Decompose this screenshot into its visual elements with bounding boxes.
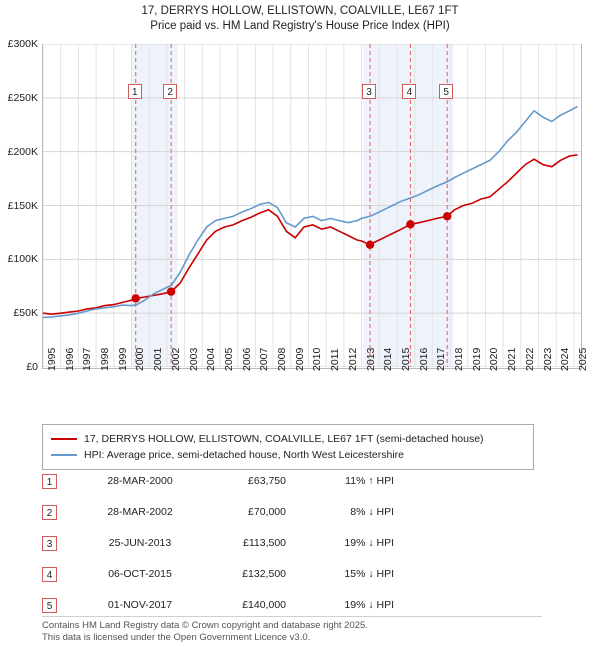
x-tick-label: 2003 (187, 347, 200, 371)
sale-hpi-delta: 15% ↓ HPI (344, 568, 394, 580)
sale-price: £113,500 (242, 537, 286, 549)
sale-index-badge: 2 (42, 505, 57, 520)
y-tick-label: £200K (7, 145, 38, 158)
table-row (42, 532, 542, 563)
x-tick-label: 2019 (470, 347, 483, 371)
x-tick-label: 2018 (453, 347, 466, 371)
x-tick-label: 1995 (46, 347, 58, 371)
y-tick-label: £250K (7, 91, 38, 104)
x-tick-label: 2007 (258, 347, 271, 371)
chart-svg (43, 44, 581, 367)
x-tick-label: 2006 (240, 347, 253, 371)
sale-marker-4: 4 (402, 84, 416, 99)
sale-date: 25-JUN-2013 (108, 537, 172, 549)
x-tick-label: 2008 (276, 347, 289, 371)
sale-index-badge: 4 (42, 567, 57, 582)
x-tick-label: 2021 (506, 347, 519, 371)
sale-price: £140,000 (242, 599, 286, 611)
chart-legend (42, 424, 534, 470)
x-tick-label: 2010 (311, 347, 324, 371)
sale-point (366, 241, 374, 249)
y-tick-label: £0 (26, 361, 38, 373)
sale-marker-2: 2 (163, 84, 177, 99)
x-tick-label: 2005 (222, 347, 235, 371)
x-tick-label: 2013 (364, 347, 377, 371)
footer (42, 620, 582, 644)
x-tick-label: 1996 (63, 347, 76, 371)
legend-item-hpi (51, 447, 525, 463)
x-tick-label: 2020 (488, 347, 501, 371)
x-tick-label: 2025 (576, 347, 589, 371)
sale-date: 28-MAR-2002 (107, 506, 173, 518)
sale-hpi-delta: 11% ↑ HPI (345, 475, 394, 487)
x-tick-label: 2014 (382, 347, 395, 371)
x-tick-label: 2016 (417, 347, 430, 371)
sale-hpi-delta: 19% ↓ HPI (344, 599, 394, 611)
sale-marker-5: 5 (439, 84, 453, 99)
footer-line-2: This data is licensed under the Open Government Licence v3.0. (42, 632, 311, 643)
legend-label-hpi: HPI: Average price, semi-detached house, North West Leicestershire (84, 449, 405, 461)
legend-swatch-property (51, 438, 77, 440)
sale-marker-3: 3 (362, 84, 376, 99)
x-tick-label: 2001 (152, 347, 165, 371)
y-tick-label: £150K (7, 199, 38, 212)
title-line-2: Price paid vs. HM Land Registry's House Price Index (HPI) (150, 20, 450, 32)
sale-date: 28-MAR-2000 (107, 475, 173, 487)
footer-line-1: Contains HM Land Registry data © Crown copyright and database right 2025. (42, 620, 368, 631)
x-tick-label: 1997 (81, 347, 94, 371)
x-tick-label: 2009 (293, 347, 306, 371)
sale-date: 06-OCT-2015 (108, 568, 172, 580)
table-row (42, 501, 542, 532)
x-tick-label: 1999 (116, 347, 129, 371)
sale-point (406, 220, 414, 228)
sale-index-badge: 5 (42, 598, 57, 613)
table-row (42, 563, 542, 594)
sale-hpi-delta: 8% ↓ HPI (350, 506, 394, 518)
sale-marker-1: 1 (128, 84, 142, 99)
x-tick-label: 2002 (169, 347, 182, 371)
y-tick-label: £300K (7, 38, 38, 50)
sale-point (132, 294, 140, 302)
x-tick-label: 2004 (205, 347, 218, 371)
x-tick-label: 2024 (559, 347, 572, 371)
x-tick-label: 1998 (99, 347, 112, 371)
sale-hpi-delta: 19% ↓ HPI (344, 537, 394, 549)
y-tick-label: £50K (13, 307, 38, 320)
legend-label-property: 17, DERRYS HOLLOW, ELLISTOWN, COALVILLE, LE67 1FT (semi-detached house) (84, 433, 484, 445)
sales-table (42, 470, 542, 625)
x-tick-label: 2022 (523, 347, 536, 371)
y-tick-label: £100K (7, 253, 38, 266)
sale-price: £70,000 (248, 506, 286, 518)
series-line (43, 155, 578, 314)
series-line (43, 106, 578, 317)
x-tick-label: 2023 (541, 347, 554, 371)
sale-price: £63,750 (248, 475, 286, 487)
sale-price: £132,500 (242, 568, 286, 580)
x-tick-label: 2015 (399, 347, 412, 371)
sale-date: 01-NOV-2017 (107, 599, 173, 611)
legend-item-property (51, 431, 525, 447)
title-line-1: 17, DERRYS HOLLOW, ELLISTOWN, COALVILLE, LE67 1FT (141, 5, 459, 17)
sale-index-badge: 1 (42, 474, 57, 489)
table-row (42, 470, 542, 501)
page-title (0, 4, 600, 34)
sale-point (167, 287, 175, 295)
price-chart-plot (42, 44, 582, 369)
x-tick-label: 2011 (329, 348, 342, 371)
footer-divider (42, 616, 542, 617)
sale-point (443, 212, 451, 220)
x-tick-label: 2012 (346, 347, 359, 371)
sale-index-badge: 3 (42, 536, 57, 551)
legend-swatch-hpi (51, 454, 77, 456)
x-tick-label: 2017 (435, 347, 448, 371)
x-tick-label: 2000 (134, 347, 147, 371)
